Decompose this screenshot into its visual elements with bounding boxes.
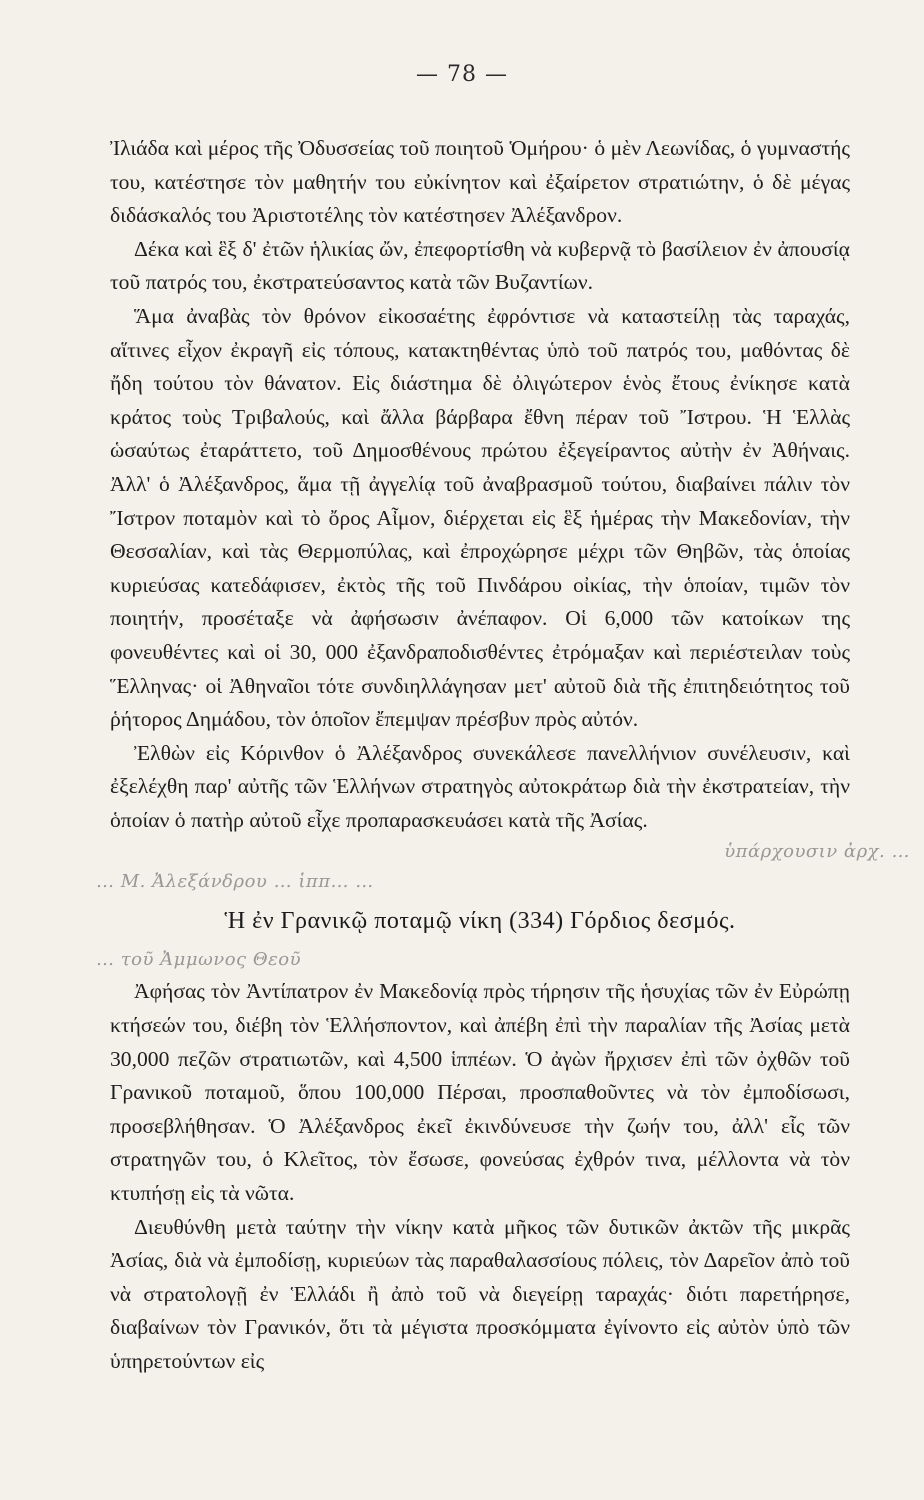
paragraph-1: Ἰλιάδα καὶ μέρος τῆς Ὀδυσσείας τοῦ ποιητοῦ Ὁμήρου· ὁ μὲν Λεωνίδας, ὁ γυμναστής του, κατέστησε τὸν μαθητήν του εὐκίνητον καὶ ἐξαίρετον στρατιώτην, ὁ δὲ μέγας διδάσκαλός του Ἀριστοτέλης τὸν κατέστησεν Ἀλέξανδρον. <box>110 136 850 228</box>
paragraph-6: Διευθύνθη μετὰ ταύτην τὴν νίκην κατὰ μῆκος τῶν δυτικῶν ἀκτῶν τῆς μικρᾶς Ἀσίας, διὰ νὰ ἐμποδίσῃ, κυριεύων τὰς παραθαλασσίους πόλεις, τὸν Δαρεῖον ἀπὸ τοῦ νὰ στρατολογῇ ἐν Ἑλλάδι ἢ ἀπὸ τοῦ νὰ διεγείρῃ ταραχάς· διότι παρετήρησε, διαβαίνων τὸν Γρανικόν, ὅτι τὰ μέγιστα προσκόμματα ἐγίνοντο εἰς αὐτὸν ὑπὸ τῶν ὑπηρετούντων εἰς <box>110 1214 850 1373</box>
section-heading: Ἡ ἐν Γρανικῷ ποταμῷ νίκη (334) Γόρδιος δεσμός. <box>224 908 736 935</box>
paragraph-5: Ἀφήσας τὸν Ἀντίπατρον ἐν Μακεδονίᾳ πρὸς τήρησιν τῆς ἡσυχίας τῶν ἐν Εὐρώπῃ κτήσεών του, διέβη τὸν Ἑλλήσποντον, καὶ ἀπέβη ἐπὶ τὴν παραλίαν τῆς Ἀσίας μετὰ 30,000 πεζῶν στρατιωτῶν, καὶ 4,500 ἱππέων. Ὁ ἀγὼν ἤρχισεν ἐπὶ τῶν ὀχθῶν τοῦ Γρανικοῦ ποταμοῦ, ὅπου 100,000 Πέρσαι, προσπαθοῦντες νὰ τὸν ἐμποδίσωσι, προσεβλήθησαν. Ὁ Ἀλέξανδρος ἐκεῖ ἐκινδύνευσε τὴν ζωήν του, ἀλλ' εἷς τῶν στρατηγῶν του, ὁ Κλεῖτος, τὸν ἔσωσε, φονεύσας ἐχθρόν τινα, μέλλοντα νὰ τὸν κτυπήσῃ εἰς τὰ νῶτα. <box>110 979 850 1206</box>
handwritten-note-2: … Μ. Ἀλεξάνδρου … ἱππ… … <box>96 871 374 893</box>
paragraph-2: Δέκα καὶ ἓξ δ' ἐτῶν ἡλικίας ὤν, ἐπεφορτίσθη νὰ κυβερνᾷ τὸ βασίλειον ἐν ἀπουσίᾳ τοῦ πατρός του, ἐκστρατεύσαντος κατὰ τῶν Βυζαντίων. <box>110 236 850 295</box>
page-number: — 78 — <box>416 62 508 87</box>
handwritten-note-1: ὑπάρχουσιν ἀρχ. … <box>724 841 910 863</box>
body-text <box>96 132 910 1379</box>
paragraph-4: Ἐλθὼν εἰς Κόρινθον ὁ Ἀλέξανδρος συνεκάλεσε πανελλήνιον συνέλευσιν, καὶ ἐξελέχθη παρ' αὐτῆς τῶν Ἑλλήνων στρατηγὸς αὐτοκράτωρ διὰ τὴν ἐκστρατείαν, τὴν ὁποίαν ὁ πατὴρ αὐτοῦ εἶχε προπαρασκευάσει κατὰ τῆς Ἀσίας. <box>110 740 850 832</box>
handwritten-note-3: … τοῦ Ἀμμωνος Θεοῦ <box>96 949 302 971</box>
paragraph-3: Ἅμα ἀναβὰς τὸν θρόνον εἰκοσαέτης ἐφρόντισε νὰ καταστείλῃ τὰς ταραχάς, αἵτινες εἶχον ἐκραγῆ εἰς τόπους, κατακτηθέντας ὑπὸ τοῦ πατρός του, μαθόντας δὲ ἤδη τούτου τὸν θάνατον. Εἰς διάστημα δὲ ὀλιγώτερον ἑνὸς ἔτους ἐνίκησε κατὰ κράτος τοὺς Τριβαλούς, καὶ ἄλλα βάρβαρα ἔθνη πέραν τοῦ Ἴστρου. Ἡ Ἑλλὰς ὡσαύτως ἐταράττετο, τοῦ Δημοσθένους πρώτου ἐξεγείραντος αὐτὴν ἐν Ἀθήναις. Ἀλλ' ὁ Ἀλέξανδρος, ἅμα τῇ ἀγγελίᾳ τοῦ ἀναβρασμοῦ τούτου, διαβαίνει πάλιν τὸν Ἴστρον ποταμὸν καὶ τὸ ὄρος Αἶμον, διέρχεται εἰς ἓξ ἡμέρας τὴν Μακεδονίαν, τὴν Θεσσαλίαν, καὶ τὰς Θερμοπύλας, καὶ ἐπροχώρησε μέχρι τῶν Θηβῶν, τὰς ὁποίας κυριεύσας κατεδάφισεν, ἐκτὸς τῆς τοῦ Πινδάρου οἰκίας, τὴν ὁποίαν, τιμῶν τὸν ποιητήν, προσέταξε νὰ ἀφήσωσιν ἀνέπαφον. Οἱ 6,000 τῶν κατοίκων της φονευθέντες καὶ οἱ 30, 000 ἐξανδραποδισθέντες ἐτρόμαξαν καὶ περιέστειλαν τοὺς Ἕλληνας· οἱ Ἀθηναῖοι τότε συνδιηλλάγησαν μετ' αὐτοῦ διὰ τῆς ἐπιτηδειότητος τοῦ ῥήτορος Δημάδου, τὸν ὁποῖον ἔπεμψαν πρέσβυν πρὸς αὐτόν. <box>110 303 850 732</box>
